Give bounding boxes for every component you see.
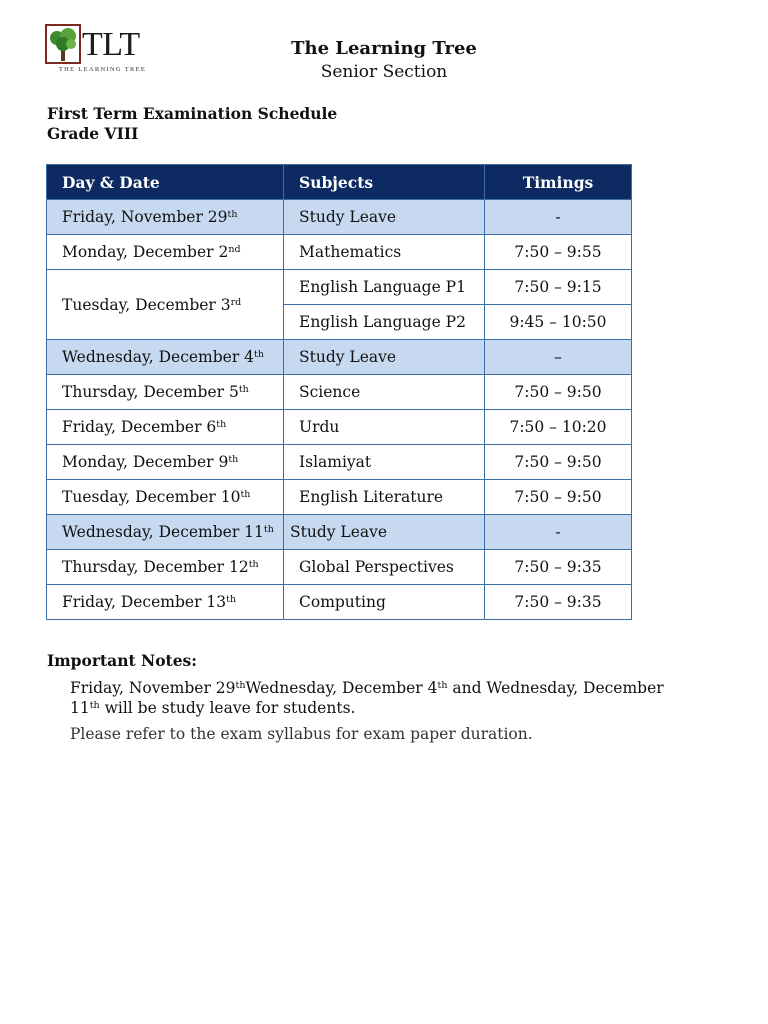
header-timings: Timings [485, 165, 632, 200]
day-cell: Friday, November 29th [47, 200, 284, 235]
timing-cell: 7:50 – 9:35 [485, 585, 632, 620]
timing-cell: 7:50 – 10:20 [485, 410, 632, 445]
table-row [47, 445, 632, 480]
table-row [47, 270, 632, 305]
table-row [47, 375, 632, 410]
subject-cell: Study Leave [284, 340, 485, 375]
day-cell: Wednesday, December 4th [47, 340, 284, 375]
subject-cell: Global Perspectives [284, 550, 485, 585]
subject-cell: Study Leave [284, 515, 485, 550]
table-row [47, 410, 632, 445]
syllabus-note: Please refer to the exam syllabus for exam paper duration. [70, 725, 533, 743]
timing-cell: 7:50 – 9:50 [485, 480, 632, 515]
table-row [47, 585, 632, 620]
school-name: The Learning Tree [291, 38, 477, 59]
day-cell: Wednesday, December 11th [47, 515, 284, 550]
table-row [47, 480, 632, 515]
exam-schedule-table [46, 164, 632, 620]
subject-cell: Mathematics [284, 235, 485, 270]
timing-cell: 9:45 – 10:50 [485, 305, 632, 340]
table-row [47, 235, 632, 270]
table-header-row [47, 165, 632, 200]
subject-cell: Study Leave [284, 200, 485, 235]
timing-cell: – [485, 340, 632, 375]
header-day-date: Day & Date [47, 165, 284, 200]
study-leave-note: Friday, November 29thWednesday, December 4th and Wednesday, December 11th will be study leave for students. [70, 679, 664, 717]
day-cell: Friday, December 6th [47, 410, 284, 445]
subject-cell: English Language P2 [284, 305, 485, 340]
header-subjects: Subjects [284, 165, 485, 200]
table-row [47, 340, 632, 375]
day-cell: Friday, December 13th [47, 585, 284, 620]
subject-cell: English Literature [284, 480, 485, 515]
table-row [47, 550, 632, 585]
day-cell: Tuesday, December 3rd [47, 270, 284, 340]
exam-grade: Grade VIII [47, 124, 139, 143]
table-row [47, 200, 632, 235]
timing-cell: - [485, 200, 632, 235]
exam-title: First Term Examination Schedule [47, 104, 338, 123]
subject-cell: English Language P1 [284, 270, 485, 305]
section-name: Senior Section [320, 62, 448, 82]
subject-cell: Computing [284, 585, 485, 620]
timing-cell: 7:50 – 9:50 [485, 375, 632, 410]
day-cell: Monday, December 2nd [47, 235, 284, 270]
timing-cell: 7:50 – 9:55 [485, 235, 632, 270]
table-row [47, 515, 632, 550]
timing-cell: 7:50 – 9:50 [485, 445, 632, 480]
subject-cell: Urdu [284, 410, 485, 445]
logo-text: TLT [82, 26, 140, 63]
timing-cell: 7:50 – 9:35 [485, 550, 632, 585]
day-cell: Tuesday, December 10th [47, 480, 284, 515]
notes-heading: Important Notes: [47, 651, 197, 670]
subject-cell: Islamiyat [284, 445, 485, 480]
day-cell: Thursday, December 5th [47, 375, 284, 410]
timing-cell: - [485, 515, 632, 550]
logo-subtitle: THE LEARNING TREE [58, 66, 147, 73]
timing-cell: 7:50 – 9:15 [485, 270, 632, 305]
day-cell: Monday, December 9th [47, 445, 284, 480]
subject-cell: Science [284, 375, 485, 410]
day-cell: Thursday, December 12th [47, 550, 284, 585]
